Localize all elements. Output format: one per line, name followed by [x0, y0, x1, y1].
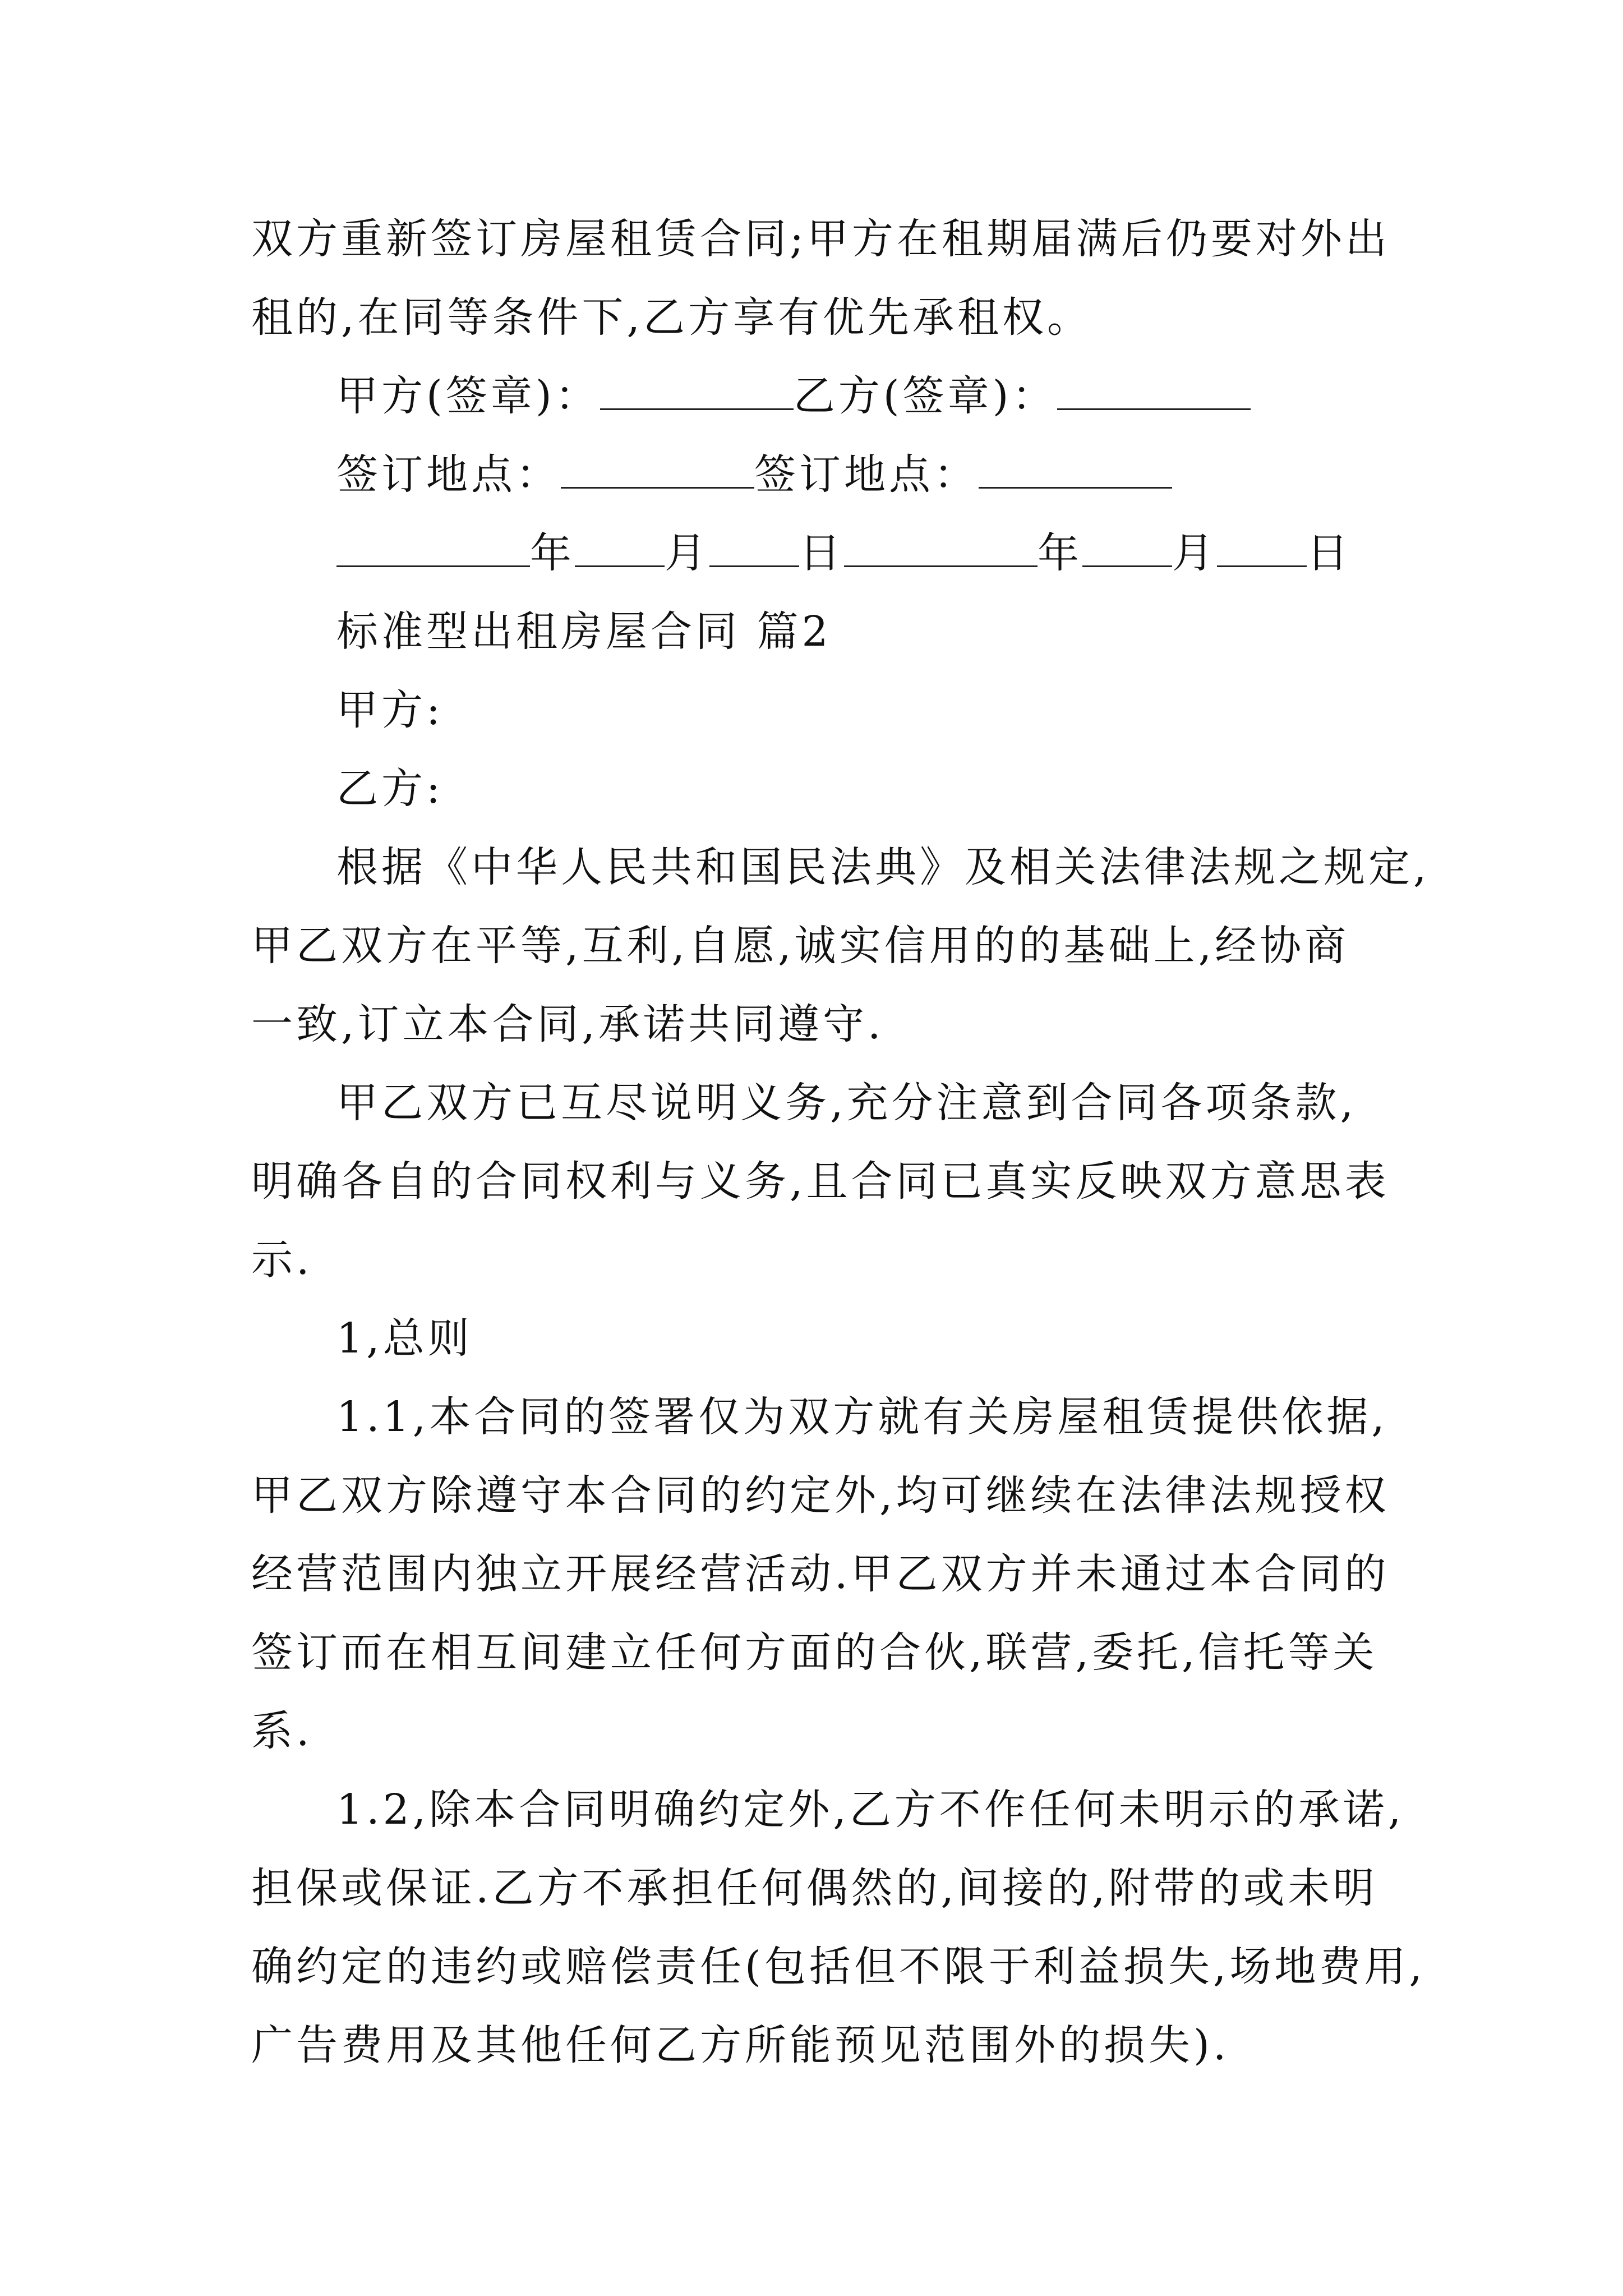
paragraph-line: 签订而在相互间建立任何方面的合伙,联营,委托,信托等关 [251, 1628, 1378, 1677]
month-blank [1082, 531, 1172, 567]
day-label: 日 [799, 529, 844, 577]
year-blank [844, 531, 1038, 567]
section-title: 1,总则 [336, 1314, 473, 1363]
paragraph-line: 担保或保证.乙方不承担任何偶然的,间接的,附带的或未明 [251, 1864, 1378, 1912]
section-heading: 标准型出租房屋合同 篇2 [336, 608, 832, 656]
paragraph-line: 一致,订立本合同,承诺共同遵守. [251, 1000, 884, 1048]
paragraph-line: 系. [251, 1707, 313, 1755]
paragraph-line: 示. [251, 1236, 313, 1284]
signature-blank [600, 374, 794, 410]
signature-row [336, 370, 1492, 422]
text-line: 租的,在同等条件下,乙方享有优先承租权。 [251, 293, 1092, 342]
paragraph-line: 确约定的违约或赔偿责任(包括但不限于利益损失,场地费用, [251, 1943, 1426, 1991]
paragraph-line: 甲乙双方除遵守本合同的约定外,均可继续在法律法规授权 [251, 1471, 1390, 1520]
year-label: 年 [530, 529, 575, 577]
paragraph-line: 根据《中华人民共和国民法典》及相关法律法规之规定, [336, 843, 1430, 891]
party-a-line: 甲方: [336, 686, 444, 734]
place-blank [561, 452, 754, 489]
paragraph-line: 甲乙双方已互尽说明义务,充分注意到合同各项条款, [336, 1079, 1357, 1127]
paragraph-line: 广告费用及其他任何乙方所能预见范围外的损失). [251, 2021, 1230, 2069]
paragraph-line: 甲乙双方在平等,互利,自愿,诚实信用的的基础上,经协商 [251, 922, 1350, 970]
year-blank [336, 531, 530, 567]
month-label: 月 [665, 529, 709, 577]
paragraph-line: 经营范围内独立开展经营活动.甲乙双方并未通过本合同的 [251, 1550, 1390, 1598]
paragraph-line: 1.2,除本合同明确约定外,乙方不作任何未明示的承诺, [336, 1786, 1405, 1834]
month-label: 月 [1172, 529, 1217, 577]
party-b-line: 乙方: [336, 765, 444, 813]
day-label: 日 [1307, 529, 1352, 577]
place-a-label: 签订地点： [336, 450, 561, 499]
place-blank [979, 452, 1172, 489]
day-blank [709, 531, 799, 567]
year-label: 年 [1038, 529, 1082, 577]
signature-blank [1057, 374, 1251, 410]
party-a-signature-label: 甲方(签章)： [336, 372, 600, 420]
signing-place-row [336, 449, 1492, 500]
place-b-label: 签订地点： [754, 450, 979, 499]
party-b-signature-label: 乙方(签章)： [793, 372, 1057, 420]
paragraph-line: 1.1,本合同的签署仅为双方就有关房屋租赁提供依据, [336, 1393, 1388, 1441]
text-line: 双方重新签订房屋租赁合同;甲方在租期届满后仍要对外出 [251, 215, 1390, 263]
month-blank [575, 531, 665, 567]
date-row [336, 527, 1492, 579]
paragraph-line: 明确各自的合同权利与义务,且合同已真实反映双方意思表 [251, 1157, 1390, 1205]
day-blank [1217, 531, 1307, 567]
